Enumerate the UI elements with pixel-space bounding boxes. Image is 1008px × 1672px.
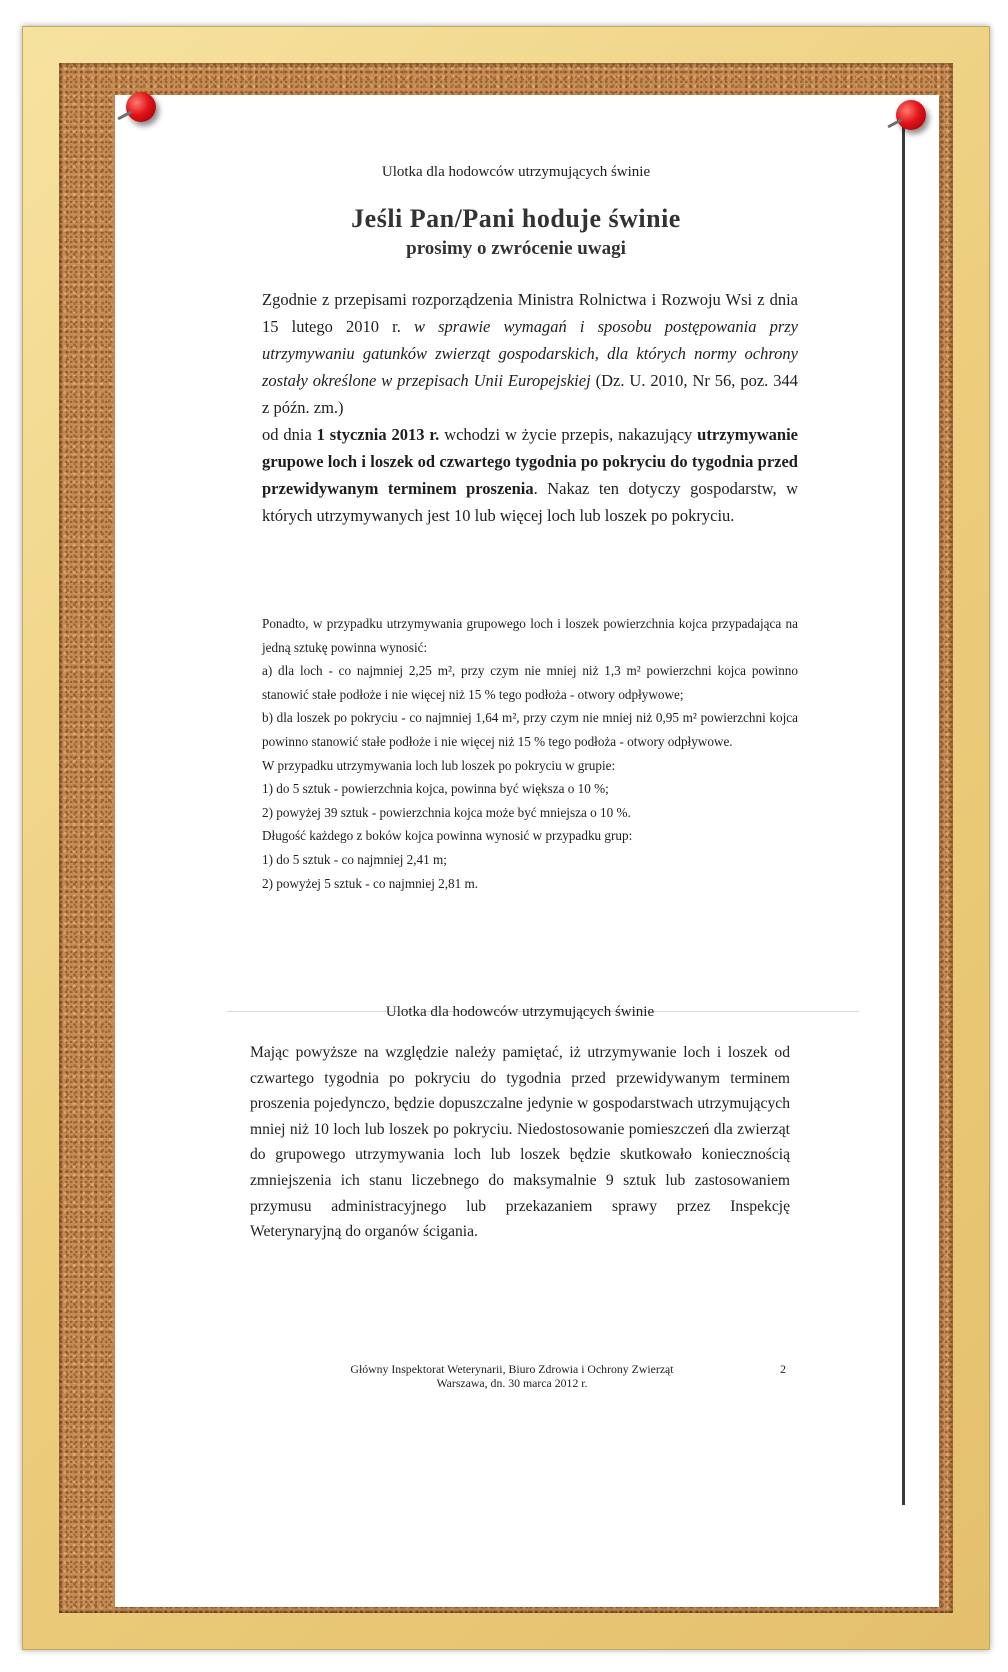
rule-scope: . Nakaz ten dotyczy gospodarstw, w których utrzymywanych jest 10 lub więcej loch lub loszek po pokryciu. xyxy=(262,479,799,525)
rule-paragraph xyxy=(262,421,798,529)
pushpin-icon xyxy=(126,92,156,122)
footer-date: Warszawa, dn. 30 marca 2012 r. xyxy=(436,1376,588,1390)
page2-paragraph: Mając powyższe na względzie należy pamiętać, iż utrzymywanie loch i loszek od czwartego tygodnia po pokryciu do tygodnia przed przewidywanym terminem proszenia pojedynczo, będzie dopuszczalne jedynie w gospodarstwach utrzymujących mniej niż 10 loch lub loszek po pokryciu. Niedostosowanie pomieszczeń dla zwierząt do grupowego utrzymywania loch lub loszek będzie skutkowało koniecznością zmniejszenia ich stanu liczebnego do maksymalnie 9 sztuk lub zastosowaniem przymusu administracyjnego lub przekazaniem sprawy przez Inspekcję Weterynaryjną do organów ścigania. xyxy=(250,1044,790,1241)
leaflet-title: Jeśli Pan/Pani hoduje świnie xyxy=(351,204,681,233)
intro-section xyxy=(262,286,798,529)
detail-line: Ponadto, w przypadku utrzymywania grupowego loch i loszek powierzchnia kojca przypadająca na jedną sztukę powinna wynosić: xyxy=(262,616,798,655)
footer xyxy=(282,1362,742,1390)
leaflet-header: Ulotka dla hodowców utrzymujących świnie xyxy=(381,164,651,180)
rule-date: 1 stycznia 2013 r. xyxy=(316,425,440,444)
footer-institution: Główny Inspektorat Weterynarii, Biuro Zdrowia i Ochrony Zwierząt xyxy=(350,1362,674,1376)
rule-from: od dnia xyxy=(262,425,317,444)
detail-line: 2) powyżej 5 sztuk - co najmniej 2,81 m. xyxy=(262,875,479,891)
act-title: w sprawie wymagań i sposobu postępowania przy utrzymywaniu gatunków zwierząt gospodarskich, dla których normy ochrony zostały określone w przepisach Unii Europejskiej xyxy=(262,317,798,390)
page2-body xyxy=(250,1040,790,1245)
detail-line: a) dla loch - co najmniej 2,25 m², przy czym nie mniej niż 1,3 m² powierzchni kojca powinno stanowić stałe podłoże i nie więcej niż 15 % tego podłoża - otwory odpływowe; xyxy=(262,663,798,702)
detail-line: 1) do 5 sztuk - powierzchnia kojca, powinna być większa o 10 %; xyxy=(262,781,609,797)
paper-fold-edge xyxy=(902,125,905,1505)
page-number: 2 xyxy=(780,1362,786,1376)
leaflet-subtitle: prosimy o zwrócenie uwagi xyxy=(406,238,626,259)
rule-requirement: utrzymywanie grupowe loch i loszek od czwartego tygodnia po pokryciu do tygodnia przed przewidywanym terminem proszenia xyxy=(262,425,798,498)
pushpin-icon xyxy=(896,100,926,130)
page2-header: Ulotka dla hodowców utrzymujących świnie xyxy=(385,1004,655,1020)
detail-line: W przypadku utrzymywania loch lub loszek po pokryciu w grupie: xyxy=(262,757,616,773)
intro-paragraph xyxy=(262,286,798,421)
act-reference: (Dz. U. 2010, Nr 56, poz. 344 z późn. zm.) xyxy=(262,371,798,417)
detail-line: Długość każdego z boków kojca powinna wynosić w przypadku grup: xyxy=(262,828,633,844)
details-section xyxy=(262,612,798,895)
detail-line: 1) do 5 sztuk - co najmniej 2,41 m; xyxy=(262,851,447,867)
detail-line: 2) powyżej 39 sztuk - powierzchnia kojca może być mniejsza o 10 %. xyxy=(262,804,631,820)
rule-enters: wchodzi w życie przepis, nakazujący xyxy=(439,425,698,444)
detail-line: b) dla loszek po pokryciu - co najmniej 1,64 m², przy czym nie mniej niż 0,95 m² powierzchni kojca powinno stanowić stałe podłoże i nie więcej niż 15 % tego podłoża - otwory odpływowe. xyxy=(262,710,798,749)
intro-lead: Zgodnie z przepisami rozporządzenia Ministra Rolnictwa i Rozwoju Wsi z dnia 15 lutego 2010 r. xyxy=(262,290,798,336)
